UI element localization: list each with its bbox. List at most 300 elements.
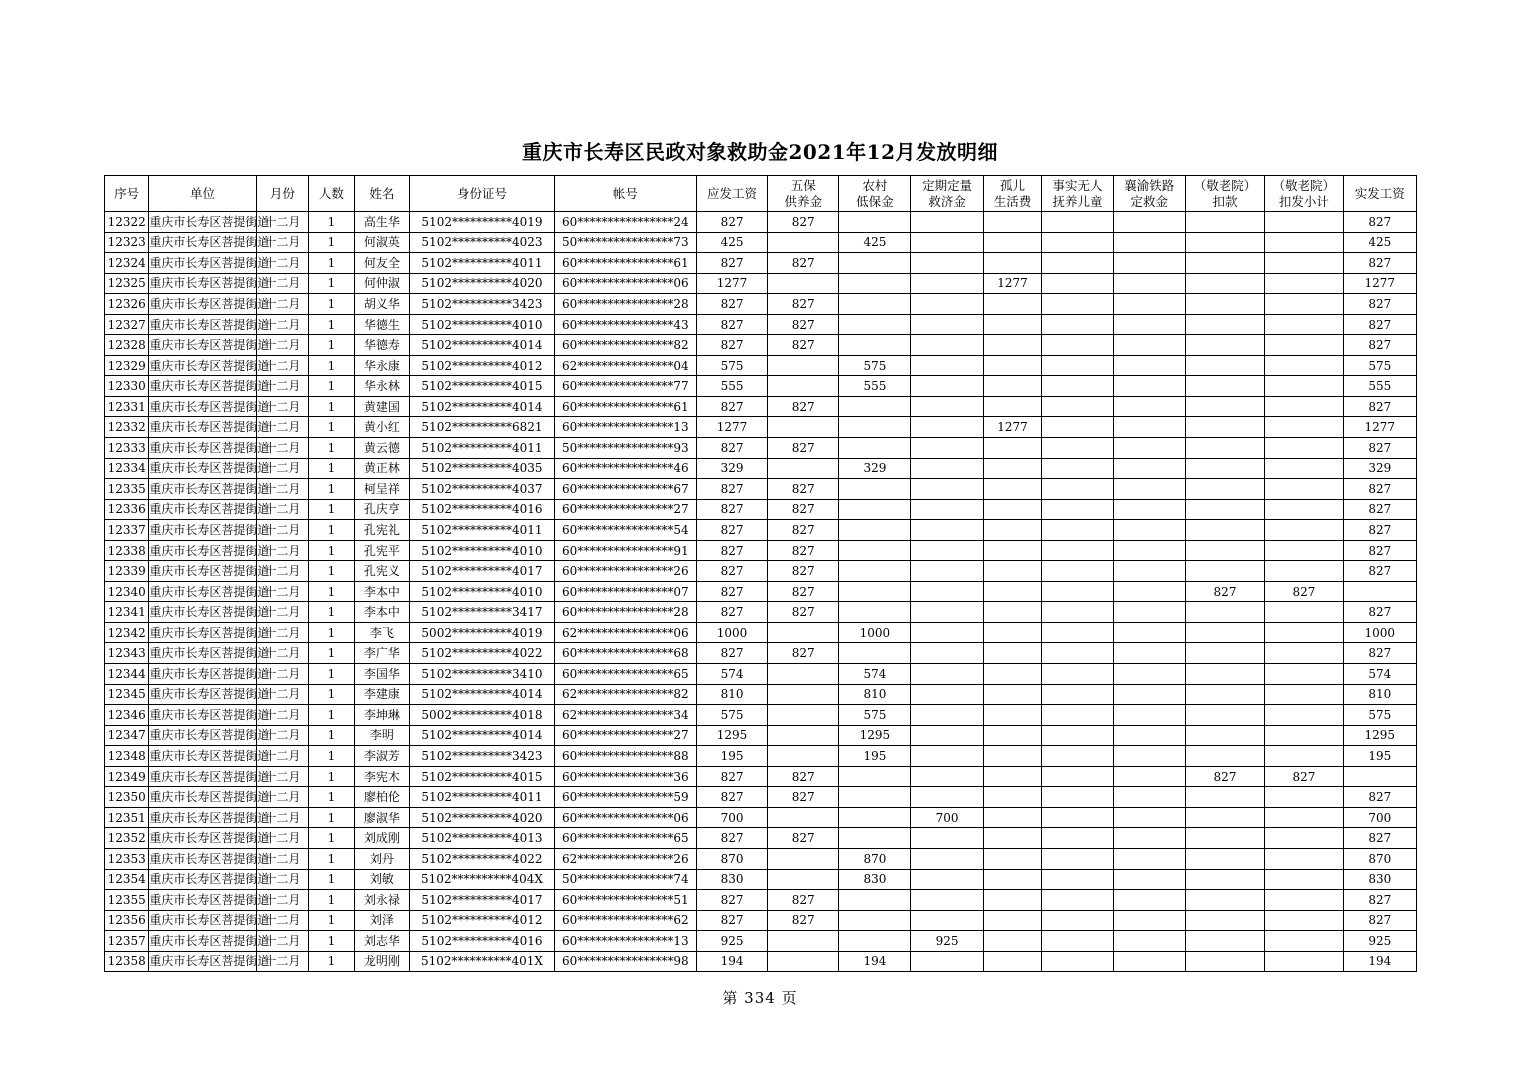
table-cell: 62****************26	[554, 848, 696, 869]
column-header	[839, 176, 911, 212]
table-cell	[1113, 766, 1185, 787]
table-cell	[1042, 931, 1113, 952]
table-row	[105, 910, 1417, 931]
table-cell: 黄建国	[354, 396, 410, 417]
table-cell: 十二月	[256, 705, 309, 726]
table-cell: 何仲淑	[354, 273, 410, 294]
table-cell	[911, 273, 983, 294]
table-cell	[839, 396, 911, 417]
table-cell	[1265, 951, 1343, 972]
table-cell	[1185, 622, 1264, 643]
table-cell: 827	[768, 479, 839, 500]
table-cell	[1113, 479, 1185, 500]
table-cell	[1185, 314, 1264, 335]
table-cell: 5102**********4022	[410, 848, 554, 869]
table-cell: 十二月	[256, 725, 309, 746]
table-cell	[983, 643, 1042, 664]
table-cell: 5102**********3410	[410, 664, 554, 685]
table-cell: 十二月	[256, 602, 309, 623]
column-header	[105, 176, 149, 212]
table-cell: 十二月	[256, 314, 309, 335]
table-cell	[839, 479, 911, 500]
table-cell: 刘泽	[354, 910, 410, 931]
table-cell: 十二月	[256, 438, 309, 459]
table-cell: 60****************88	[554, 746, 696, 767]
table-row	[105, 273, 1417, 294]
table-cell: 重庆市长寿区菩提街道	[149, 335, 256, 356]
table-cell: 十二月	[256, 643, 309, 664]
table-cell: 十二月	[256, 931, 309, 952]
table-cell: 827	[1343, 253, 1416, 274]
table-cell: 5102**********4016	[410, 931, 554, 952]
table-cell	[1042, 705, 1113, 726]
table-cell: 5102**********4017	[410, 890, 554, 911]
table-cell: 575	[839, 705, 911, 726]
table-cell	[1113, 253, 1185, 274]
table-cell: 1277	[983, 273, 1042, 294]
table-cell	[1265, 273, 1343, 294]
column-header	[1113, 176, 1185, 212]
table-cell	[911, 438, 983, 459]
table-cell: 5102**********4037	[410, 479, 554, 500]
table-cell: 十二月	[256, 561, 309, 582]
table-cell	[1113, 725, 1185, 746]
table-cell: 重庆市长寿区菩提街道	[149, 746, 256, 767]
table-cell	[1113, 355, 1185, 376]
table-cell: 827	[768, 499, 839, 520]
column-header	[554, 176, 696, 212]
table-cell	[839, 335, 911, 356]
table-cell	[1042, 294, 1113, 315]
table-cell	[1265, 212, 1343, 233]
table-cell	[983, 335, 1042, 356]
table-cell	[1042, 684, 1113, 705]
table-cell	[1113, 848, 1185, 869]
table-cell: 12338	[105, 540, 149, 561]
table-cell	[1042, 417, 1113, 438]
column-header-label: 五保	[790, 177, 816, 193]
table-cell: 5102**********4012	[410, 910, 554, 931]
table-cell: 12334	[105, 458, 149, 479]
table-cell	[983, 787, 1042, 808]
table-cell: 827	[1343, 561, 1416, 582]
table-cell: 194	[696, 951, 767, 972]
table-cell: 50****************74	[554, 869, 696, 890]
column-header	[1343, 176, 1416, 212]
table-cell	[1185, 931, 1264, 952]
table-cell	[1113, 910, 1185, 931]
table-cell: 870	[696, 848, 767, 869]
table-cell: 1	[309, 232, 354, 253]
column-header-label: 人数	[318, 185, 344, 201]
table-cell	[1185, 335, 1264, 356]
table-cell	[911, 294, 983, 315]
table-cell: 827	[768, 335, 839, 356]
table-cell: 827	[1343, 910, 1416, 931]
table-cell	[768, 664, 839, 685]
table-cell: 1	[309, 787, 354, 808]
table-cell	[983, 540, 1042, 561]
table-cell: 1	[309, 643, 354, 664]
table-cell	[1113, 622, 1185, 643]
table-cell: 810	[696, 684, 767, 705]
table-row	[105, 643, 1417, 664]
table-cell: 827	[1343, 602, 1416, 623]
table-cell: 700	[696, 807, 767, 828]
table-cell: 1	[309, 376, 354, 397]
table-cell	[768, 746, 839, 767]
table-cell: 十二月	[256, 766, 309, 787]
table-cell: 12345	[105, 684, 149, 705]
table-cell: 1	[309, 725, 354, 746]
table-cell: 827	[768, 314, 839, 335]
table-cell: 62****************82	[554, 684, 696, 705]
table-cell: 60****************91	[554, 540, 696, 561]
table-cell: 李建康	[354, 684, 410, 705]
table-cell	[1185, 253, 1264, 274]
table-cell: 5102**********4012	[410, 355, 554, 376]
table-cell: 重庆市长寿区菩提街道	[149, 766, 256, 787]
table-cell: 重庆市长寿区菩提街道	[149, 622, 256, 643]
table-cell	[1185, 438, 1264, 459]
column-header-sublabel: 扣款	[1212, 193, 1238, 209]
table-cell: 李明	[354, 725, 410, 746]
table-cell	[839, 766, 911, 787]
table-cell: 1	[309, 561, 354, 582]
table-cell: 1	[309, 581, 354, 602]
table-cell: 12332	[105, 417, 149, 438]
table-cell: 5102**********4020	[410, 807, 554, 828]
table-cell: 重庆市长寿区菩提街道	[149, 314, 256, 335]
table-cell	[911, 581, 983, 602]
table-cell	[839, 828, 911, 849]
table-row	[105, 479, 1417, 500]
table-cell	[1265, 602, 1343, 623]
table-cell: 12340	[105, 581, 149, 602]
table-row	[105, 232, 1417, 253]
table-cell	[1265, 622, 1343, 643]
table-cell	[1185, 232, 1264, 253]
table-cell	[1265, 725, 1343, 746]
table-cell	[1042, 561, 1113, 582]
table-cell	[1265, 561, 1343, 582]
table-cell	[839, 890, 911, 911]
table-cell	[1042, 910, 1113, 931]
table-cell	[1042, 396, 1113, 417]
table-cell: 60****************28	[554, 602, 696, 623]
table-cell: 12325	[105, 273, 149, 294]
table-cell: 5102**********4010	[410, 581, 554, 602]
table-cell: 575	[1343, 355, 1416, 376]
table-cell	[1042, 355, 1113, 376]
table-cell: 十二月	[256, 273, 309, 294]
table-cell: 李宪木	[354, 766, 410, 787]
table-cell: 555	[839, 376, 911, 397]
table-cell	[839, 438, 911, 459]
table-cell: 12341	[105, 602, 149, 623]
table-cell: 1277	[1343, 417, 1416, 438]
table-cell: 十二月	[256, 951, 309, 972]
table-cell	[1113, 807, 1185, 828]
table-cell: 50****************93	[554, 438, 696, 459]
column-header-sublabel: 供养金	[784, 193, 822, 209]
table-cell	[1042, 890, 1113, 911]
table-cell: 12337	[105, 520, 149, 541]
page-number: 第 334 页	[722, 989, 798, 1007]
table-cell: 60****************46	[554, 458, 696, 479]
table-cell	[911, 212, 983, 233]
table-cell	[983, 602, 1042, 623]
table-cell	[839, 581, 911, 602]
table-row	[105, 376, 1417, 397]
table-cell: 827	[696, 540, 767, 561]
column-header	[1042, 176, 1113, 212]
table-cell: 重庆市长寿区菩提街道	[149, 417, 256, 438]
table-row	[105, 417, 1417, 438]
table-cell: 827	[696, 294, 767, 315]
table-cell: 5102**********3423	[410, 746, 554, 767]
table-cell: 孔宪平	[354, 540, 410, 561]
table-cell: 十二月	[256, 294, 309, 315]
table-cell: 重庆市长寿区菩提街道	[149, 212, 256, 233]
table-cell: 1	[309, 622, 354, 643]
table-cell	[1113, 951, 1185, 972]
table-cell: 十二月	[256, 499, 309, 520]
table-cell	[1113, 581, 1185, 602]
table-cell	[1185, 746, 1264, 767]
table-cell: 重庆市长寿区菩提街道	[149, 643, 256, 664]
table-cell	[1113, 787, 1185, 808]
table-cell: 1	[309, 848, 354, 869]
table-cell	[1113, 890, 1185, 911]
table-row	[105, 355, 1417, 376]
column-header-sublabel: 扣发小计	[1278, 193, 1329, 209]
table-cell	[1042, 438, 1113, 459]
table-cell: 12333	[105, 438, 149, 459]
table-cell	[1113, 561, 1185, 582]
table-cell: 12335	[105, 479, 149, 500]
table-cell	[1113, 931, 1185, 952]
table-cell: 5102**********4011	[410, 253, 554, 274]
table-cell: 827	[696, 479, 767, 500]
table-cell: 827	[1343, 828, 1416, 849]
table-cell: 12329	[105, 355, 149, 376]
table-cell: 195	[1343, 746, 1416, 767]
table-cell: 60****************61	[554, 253, 696, 274]
table-cell	[1185, 396, 1264, 417]
table-cell	[839, 807, 911, 828]
table-cell: 827	[768, 294, 839, 315]
table-cell: 827	[696, 499, 767, 520]
table-cell	[1042, 622, 1113, 643]
table-cell	[839, 273, 911, 294]
column-header-label: 单位	[189, 185, 215, 201]
table-cell	[911, 335, 983, 356]
table-cell: 827	[696, 890, 767, 911]
table-cell	[983, 931, 1042, 952]
table-cell: 重庆市长寿区菩提街道	[149, 705, 256, 726]
table-cell: 62****************04	[554, 355, 696, 376]
table-cell: 827	[1343, 479, 1416, 500]
table-cell	[1185, 684, 1264, 705]
table-cell: 5102**********4014	[410, 725, 554, 746]
table-cell	[911, 684, 983, 705]
table-cell: 黄云德	[354, 438, 410, 459]
column-header-label: 帐号	[612, 185, 638, 201]
column-header	[410, 176, 554, 212]
table-cell: 555	[696, 376, 767, 397]
table-cell: 870	[839, 848, 911, 869]
table-cell: 十二月	[256, 828, 309, 849]
column-header-sublabel: 抚养儿童	[1052, 193, 1103, 209]
table-cell: 十二月	[256, 869, 309, 890]
table-cell	[1113, 438, 1185, 459]
column-header-sublabel: 低保金	[856, 193, 894, 209]
table-cell: 刘敏	[354, 869, 410, 890]
table-cell	[1042, 212, 1113, 233]
table-cell	[983, 684, 1042, 705]
table-cell: 329	[1343, 458, 1416, 479]
table-cell	[911, 746, 983, 767]
column-header-label: 月份	[269, 185, 295, 201]
table-cell: 5102**********4022	[410, 643, 554, 664]
table-cell	[1042, 725, 1113, 746]
table-cell: 5102**********6821	[410, 417, 554, 438]
table-cell	[983, 438, 1042, 459]
table-cell: 60****************59	[554, 787, 696, 808]
table-cell: 5102**********3417	[410, 602, 554, 623]
table-cell: 刘丹	[354, 848, 410, 869]
table-cell: 1	[309, 951, 354, 972]
table-cell	[983, 253, 1042, 274]
table-cell: 827	[768, 561, 839, 582]
table-cell: 575	[696, 705, 767, 726]
table-cell	[983, 890, 1042, 911]
table-cell: 195	[839, 746, 911, 767]
table-cell	[1185, 848, 1264, 869]
table-cell	[911, 664, 983, 685]
table-cell	[768, 232, 839, 253]
table-cell: 827	[1265, 581, 1343, 602]
table-cell: 830	[696, 869, 767, 890]
table-cell: 重庆市长寿区菩提街道	[149, 910, 256, 931]
table-cell	[911, 725, 983, 746]
table-cell: 1295	[1343, 725, 1416, 746]
table-row	[105, 602, 1417, 623]
table-cell: 60****************77	[554, 376, 696, 397]
table-cell: 5102**********4011	[410, 787, 554, 808]
table-cell: 5102**********3423	[410, 294, 554, 315]
table-cell: 12348	[105, 746, 149, 767]
table-cell	[983, 479, 1042, 500]
table-cell: 十二月	[256, 622, 309, 643]
table-cell: 1277	[696, 273, 767, 294]
table-cell	[768, 376, 839, 397]
table-cell: 12357	[105, 931, 149, 952]
table-cell: 194	[839, 951, 911, 972]
table-cell: 1277	[983, 417, 1042, 438]
table-cell	[1113, 335, 1185, 356]
table-cell: 12326	[105, 294, 149, 315]
table-cell	[768, 622, 839, 643]
table-cell	[1042, 458, 1113, 479]
table-cell: 5102**********4010	[410, 314, 554, 335]
table-cell: 十二月	[256, 417, 309, 438]
table-cell: 60****************62	[554, 910, 696, 931]
table-cell: 重庆市长寿区菩提街道	[149, 273, 256, 294]
table-cell	[1265, 335, 1343, 356]
table-cell: 827	[1343, 540, 1416, 561]
table-cell: 十二月	[256, 910, 309, 931]
table-cell: 李坤琳	[354, 705, 410, 726]
table-cell: 重庆市长寿区菩提街道	[149, 458, 256, 479]
table-cell: 827	[1185, 581, 1264, 602]
table-cell: 1	[309, 335, 354, 356]
table-cell: 5102**********4010	[410, 540, 554, 561]
table-row	[105, 725, 1417, 746]
table-cell: 827	[696, 787, 767, 808]
table-cell	[1113, 869, 1185, 890]
table-cell	[911, 540, 983, 561]
table-cell	[1113, 212, 1185, 233]
table-cell: 12339	[105, 561, 149, 582]
table-cell: 12355	[105, 890, 149, 911]
table-cell: 重庆市长寿区菩提街道	[149, 684, 256, 705]
table-cell	[839, 499, 911, 520]
table-cell	[1113, 273, 1185, 294]
table-cell: 60****************43	[554, 314, 696, 335]
column-header-label: 序号	[114, 185, 140, 201]
table-cell: 329	[839, 458, 911, 479]
table-cell	[911, 376, 983, 397]
table-cell	[1265, 376, 1343, 397]
table-cell: 刘志华	[354, 931, 410, 952]
table-cell: 1295	[839, 725, 911, 746]
table-cell: 5102**********4017	[410, 561, 554, 582]
table-cell	[911, 643, 983, 664]
table-cell: 十二月	[256, 335, 309, 356]
table-cell	[1343, 581, 1416, 602]
table-cell: 重庆市长寿区菩提街道	[149, 828, 256, 849]
table-cell	[1265, 396, 1343, 417]
table-cell: 700	[1343, 807, 1416, 828]
column-header-label: 孤儿	[1000, 177, 1026, 193]
table-row	[105, 622, 1417, 643]
table-row	[105, 684, 1417, 705]
table-cell: 重庆市长寿区菩提街道	[149, 664, 256, 685]
column-header-label: 事实无人	[1052, 177, 1103, 193]
table-cell: 十二月	[256, 746, 309, 767]
table-cell	[768, 417, 839, 438]
table-cell	[768, 273, 839, 294]
table-cell: 60****************68	[554, 643, 696, 664]
table-cell: 重庆市长寿区菩提街道	[149, 602, 256, 623]
table-cell: 827	[696, 520, 767, 541]
table-cell	[1265, 869, 1343, 890]
table-cell: 华德寿	[354, 335, 410, 356]
table-row	[105, 335, 1417, 356]
table-cell: 827	[1185, 766, 1264, 787]
column-header-label: 定期定量	[922, 177, 973, 193]
table-cell	[1265, 910, 1343, 931]
table-cell: 827	[1343, 314, 1416, 335]
table-cell: 1	[309, 314, 354, 335]
table-cell: 60****************54	[554, 520, 696, 541]
table-cell: 1	[309, 766, 354, 787]
table-cell: 重庆市长寿区菩提街道	[149, 232, 256, 253]
table-cell: 孔庆亨	[354, 499, 410, 520]
table-cell: 5102**********401X	[410, 951, 554, 972]
